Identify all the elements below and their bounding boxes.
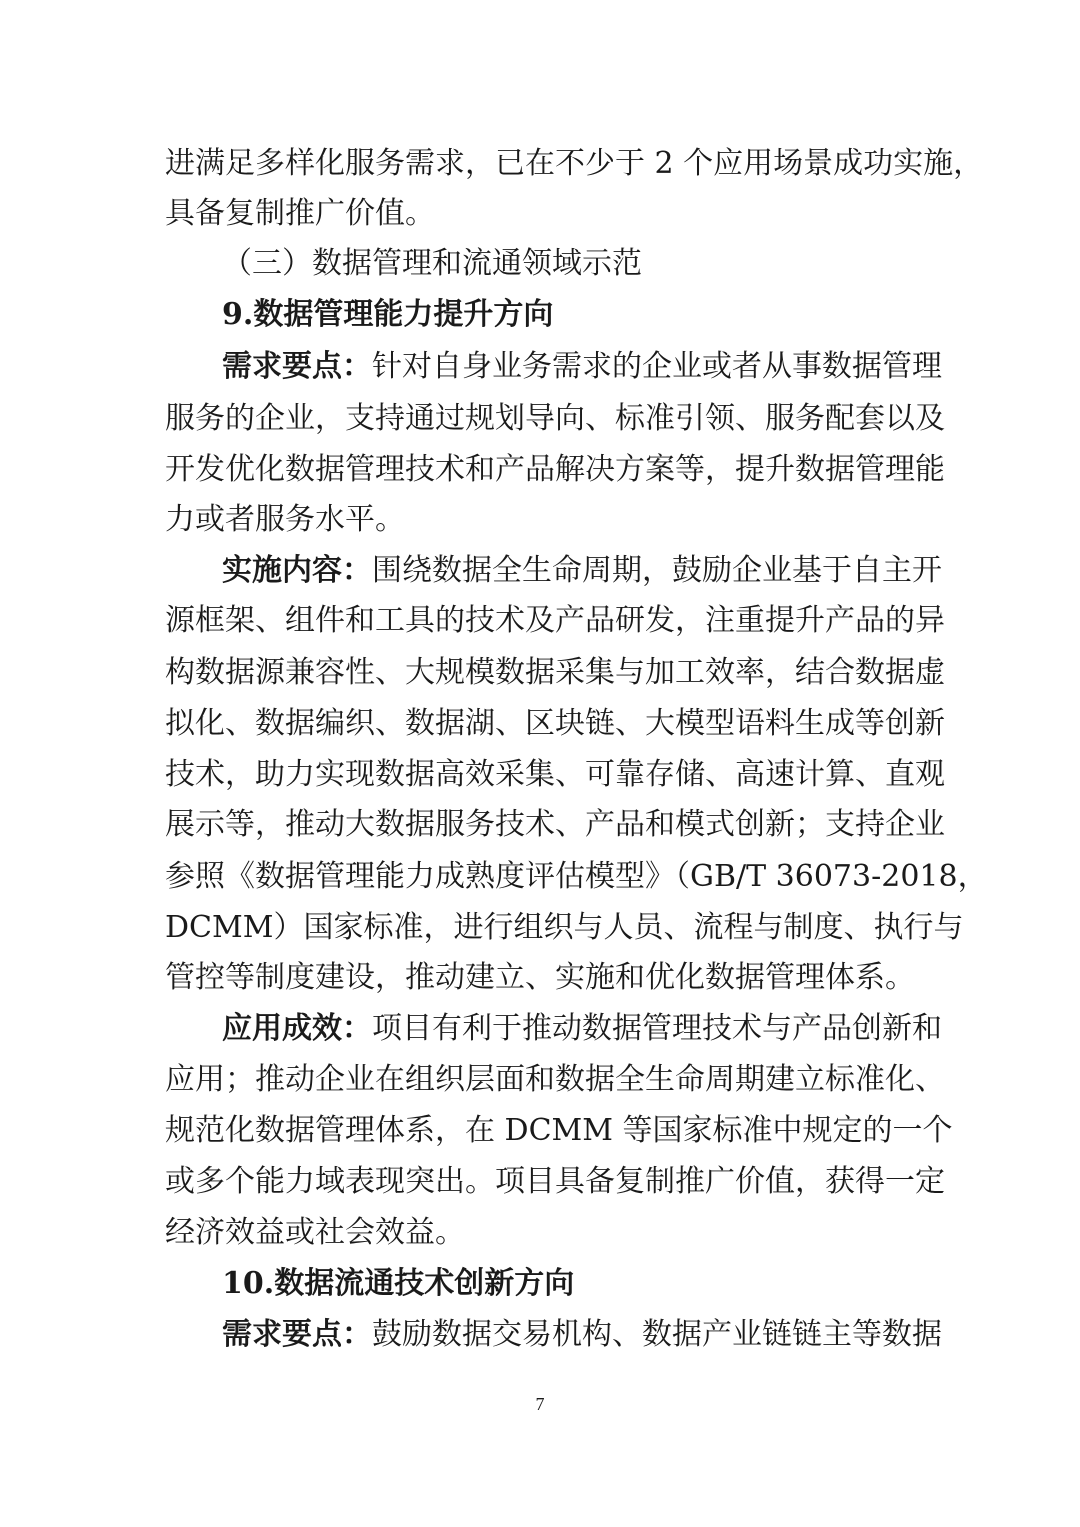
body-line: 进满足多样化服务需求，已在不少于 2 个应用场景成功实施， — [165, 146, 984, 181]
paragraph-label: 需求要点： — [222, 349, 372, 384]
paragraph-text: 鼓励数据交易机构、数据产业链链主等数据 — [372, 1317, 942, 1352]
paragraph-first-line — [222, 551, 942, 591]
paragraph-first-line — [222, 347, 942, 387]
body-line: 管控等制度建设，推动建立、实施和优化数据管理体系。 — [165, 960, 915, 995]
body-line: 规范化数据管理体系，在 DCMM 等国家标准中规定的一个 — [165, 1113, 953, 1148]
paragraph-label: 需求要点： — [222, 1317, 372, 1352]
item-heading-10: 10.数据流通技术创新方向 — [222, 1266, 575, 1301]
section-heading: （三）数据管理和流通领域示范 — [222, 246, 642, 281]
body-line: 构数据源兼容性、大规模数据采集与加工效率，结合数据虚 — [165, 655, 945, 690]
paragraph-text: 围绕数据全生命周期，鼓励企业基于自主开 — [372, 553, 942, 588]
page-number: 7 — [535, 1394, 545, 1414]
body-line: 经济效益或社会效益。 — [165, 1215, 465, 1250]
body-line: 技术，助力实现数据高效采集、可靠存储、高速计算、直观 — [165, 757, 945, 792]
body-line: 开发优化数据管理技术和产品解决方案等，提升数据管理能 — [165, 452, 945, 487]
item-heading-9: 9.数据管理能力提升方向 — [222, 297, 554, 332]
paragraph-label: 应用成效： — [222, 1011, 372, 1046]
paragraph-text: 项目有利于推动数据管理技术与产品创新和 — [372, 1011, 942, 1046]
paragraph-first-line — [222, 1009, 942, 1049]
body-line: 参照《数据管理能力成熟度评估模型》（GB/T 36073-2018， — [165, 859, 988, 894]
body-line: 服务的企业，支持通过规划导向、标准引领、服务配套以及 — [165, 401, 945, 436]
paragraph-text: 针对自身业务需求的企业或者从事数据管理 — [372, 349, 942, 384]
body-line: 或多个能力域表现突出。项目具备复制推广价值，获得一定 — [165, 1164, 945, 1199]
paragraph-label: 实施内容： — [222, 553, 372, 588]
body-line: 源框架、组件和工具的技术及产品研发，注重提升产品的异 — [165, 603, 945, 638]
body-line: 应用；推动企业在组织层面和数据全生命周期建立标准化、 — [165, 1062, 945, 1097]
paragraph-first-line — [222, 1315, 942, 1355]
body-line: 具备复制推广价值。 — [165, 196, 435, 231]
body-line: DCMM）国家标准，进行组织与人员、流程与制度、执行与 — [165, 910, 964, 945]
body-line: 展示等，推动大数据服务技术、产品和模式创新；支持企业 — [165, 807, 945, 842]
body-line: 力或者服务水平。 — [165, 502, 405, 537]
body-line: 拟化、数据编织、数据湖、区块链、大模型语料生成等创新 — [165, 706, 945, 741]
